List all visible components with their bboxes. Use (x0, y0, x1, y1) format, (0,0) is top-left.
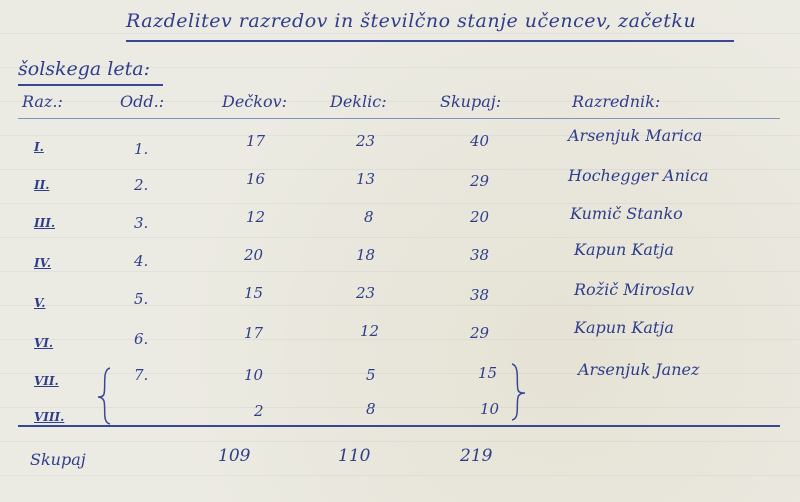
row-4-decki: 20 (244, 246, 264, 264)
row-6-oddelek: 6. (134, 330, 149, 348)
row-2-oddelek: 2. (134, 176, 149, 194)
row-1-decki: 17 (246, 132, 266, 150)
row-5-oddelek: 5. (134, 290, 149, 308)
total-decki: 109 (218, 446, 251, 466)
row-5-skupaj: 38 (470, 286, 490, 304)
row-4-skupaj: 38 (470, 246, 490, 264)
row-7-razred: VII. (34, 374, 59, 388)
row-1-oddelek: 1. (134, 140, 149, 158)
header-decki: Dečkov: (222, 92, 288, 111)
header-razrednik: Razrednik: (572, 92, 661, 111)
row-7-deklice: 5 (366, 366, 376, 384)
row-3-deklice: 8 (364, 208, 374, 226)
title-underline-2 (18, 84, 163, 86)
right-brace-icon (508, 362, 528, 422)
row-1-razrednik: Arsenjuk Marica (568, 126, 703, 145)
row-6-razrednik: Kapun Katja (574, 318, 674, 337)
title-line-1: Razdelitev razredov in številčno stanje učencev, začetku (126, 10, 697, 32)
title-line-2: šolskega leta: (18, 58, 150, 80)
row-4-oddelek: 4. (134, 252, 149, 270)
row-1-deklice: 23 (356, 132, 376, 150)
row-1-skupaj: 40 (470, 132, 490, 150)
row-8-deklice: 8 (366, 400, 376, 418)
row-7-razrednik: Arsenjuk Janez (578, 360, 700, 379)
row-2-razrednik: Hochegger Anica (568, 166, 709, 185)
header-skupaj: Skupaj: (440, 92, 502, 111)
row-4-razred: IV. (34, 256, 52, 270)
row-6-decki: 17 (244, 324, 264, 342)
row-7-decki: 10 (244, 366, 264, 384)
row-3-skupaj: 20 (470, 208, 490, 226)
row-2-deklice: 13 (356, 170, 376, 188)
row-3-razred: III. (34, 216, 56, 230)
row-8-decki: 2 (254, 402, 264, 420)
header-oddelek: Odd.: (120, 92, 165, 111)
row-2-skupaj: 29 (470, 172, 490, 190)
row-6-deklice: 12 (360, 322, 380, 340)
left-brace-icon (96, 366, 116, 426)
row-2-decki: 16 (246, 170, 266, 188)
total-label: Skupaj (30, 450, 86, 469)
row-4-deklice: 18 (356, 246, 376, 264)
total-rule (18, 425, 780, 427)
row-6-skupaj: 29 (470, 324, 490, 342)
row-8-razred: VIII. (34, 410, 65, 424)
total-deklice: 110 (338, 446, 371, 466)
row-4-razrednik: Kapun Katja (574, 240, 674, 259)
total-skupaj: 219 (460, 446, 493, 466)
row-5-razred: V. (34, 296, 46, 310)
row-5-deklice: 23 (356, 284, 376, 302)
row-2-razred: II. (34, 178, 50, 192)
row-6-razred: VI. (34, 336, 54, 350)
row-5-decki: 15 (244, 284, 264, 302)
row-7-skupaj: 15 (478, 364, 498, 382)
header-rule (18, 118, 780, 119)
row-8-skupaj: 10 (480, 400, 500, 418)
row-5-razrednik: Rožič Miroslav (574, 280, 694, 299)
row-3-decki: 12 (246, 208, 266, 226)
row-7-oddelek: 7. (134, 366, 149, 384)
row-3-oddelek: 3. (134, 214, 149, 232)
row-3-razrednik: Kumič Stanko (570, 204, 683, 223)
header-razred: Raz.: (22, 92, 63, 111)
row-1-razred: I. (34, 140, 44, 154)
title-underline (126, 40, 734, 42)
header-deklice: Deklic: (330, 92, 387, 111)
